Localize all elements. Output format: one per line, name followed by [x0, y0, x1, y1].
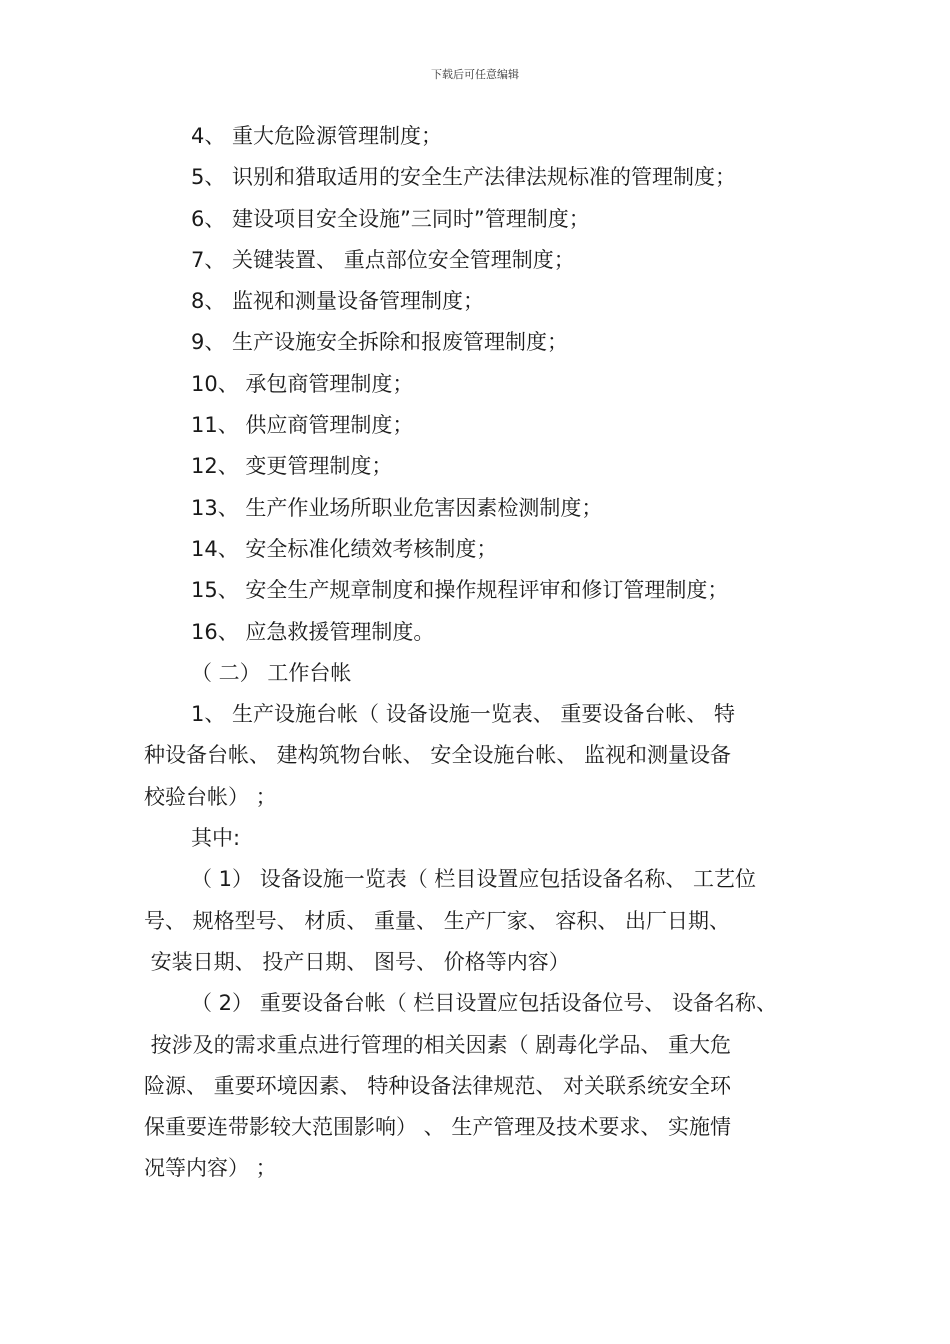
- paragraph-line: 种设备台帐、 建构筑物台帐、 安全设施台帐、 监视和测量设备: [144, 743, 732, 768]
- paragraph-line: （ 1） 设备设施一览表（ 栏目设置应包括设备名称、 工艺位: [191, 867, 757, 892]
- list-item: 12、 变更管理制度；: [191, 454, 393, 479]
- list-item: 11、 供应商管理制度；: [191, 413, 414, 438]
- paragraph-line: 1、 生产设施台帐（ 设备设施一览表、 重要设备台帐、 特: [191, 702, 736, 727]
- list-item: 7、 关键装置、 重点部位安全管理制度；: [191, 247, 575, 272]
- qizhong-label: 其中:: [191, 826, 241, 851]
- paragraph-line: 险源、 重要环境因素、 特种设备法律规范、 对关联系统安全环: [144, 1073, 732, 1098]
- paragraph-line: 按涉及的需求重点进行管理的相关因素（ 剧毒化学品、 重大危: [144, 1032, 732, 1057]
- list-item: 13、 生产作业场所职业危害因素检测制度；: [191, 495, 603, 520]
- list-item: 8、 监视和测量设备管理制度；: [191, 289, 485, 314]
- document-body: [144, 116, 809, 1190]
- paragraph-line: 校验台帐） ；: [144, 784, 277, 809]
- list-item: 10、 承包商管理制度；: [191, 371, 414, 396]
- list-item: 16、 应急救援管理制度。: [191, 619, 435, 644]
- paragraph-line: 号、 规格型号、 材质、 重量、 生产厂家、 容积、 出厂日期、: [144, 908, 731, 933]
- paragraph-line: 安装日期、 投产日期、 图号、 价格等内容）: [144, 949, 570, 974]
- paragraph-equipment-list: [144, 859, 809, 983]
- paragraph-line: 保重要连带影较大范围影响） 、 生产管理及技术要求、 实施情: [144, 1115, 732, 1140]
- list-item: 4、 重大危险源管理制度；: [191, 124, 443, 148]
- paragraph-line: （ 2） 重要设备台帐（ 栏目设置应包括设备位号、 设备名称、: [191, 991, 778, 1016]
- section-heading: （ 二） 工作台帐: [191, 660, 352, 685]
- page-header: 下载后可任意编辑: [431, 68, 519, 81]
- paragraph-important-equipment-ledger: [144, 983, 809, 1189]
- list-item: 14、 安全标准化绩效考核制度；: [191, 536, 498, 561]
- list-item: 5、 识别和猎取适用的安全生产法律法规标准的管理制度；: [191, 165, 737, 190]
- paragraph-production-facility-ledger: [144, 694, 809, 818]
- list-item: 6、 建设项目安全设施”三同时”管理制度；: [191, 206, 590, 231]
- list-item: 15、 安全生产规章制度和操作规程评审和修订管理制度；: [191, 578, 729, 603]
- paragraph-line: 况等内容） ；: [144, 1156, 277, 1181]
- list-item: 9、 生产设施安全拆除和报废管理制度；: [191, 330, 569, 355]
